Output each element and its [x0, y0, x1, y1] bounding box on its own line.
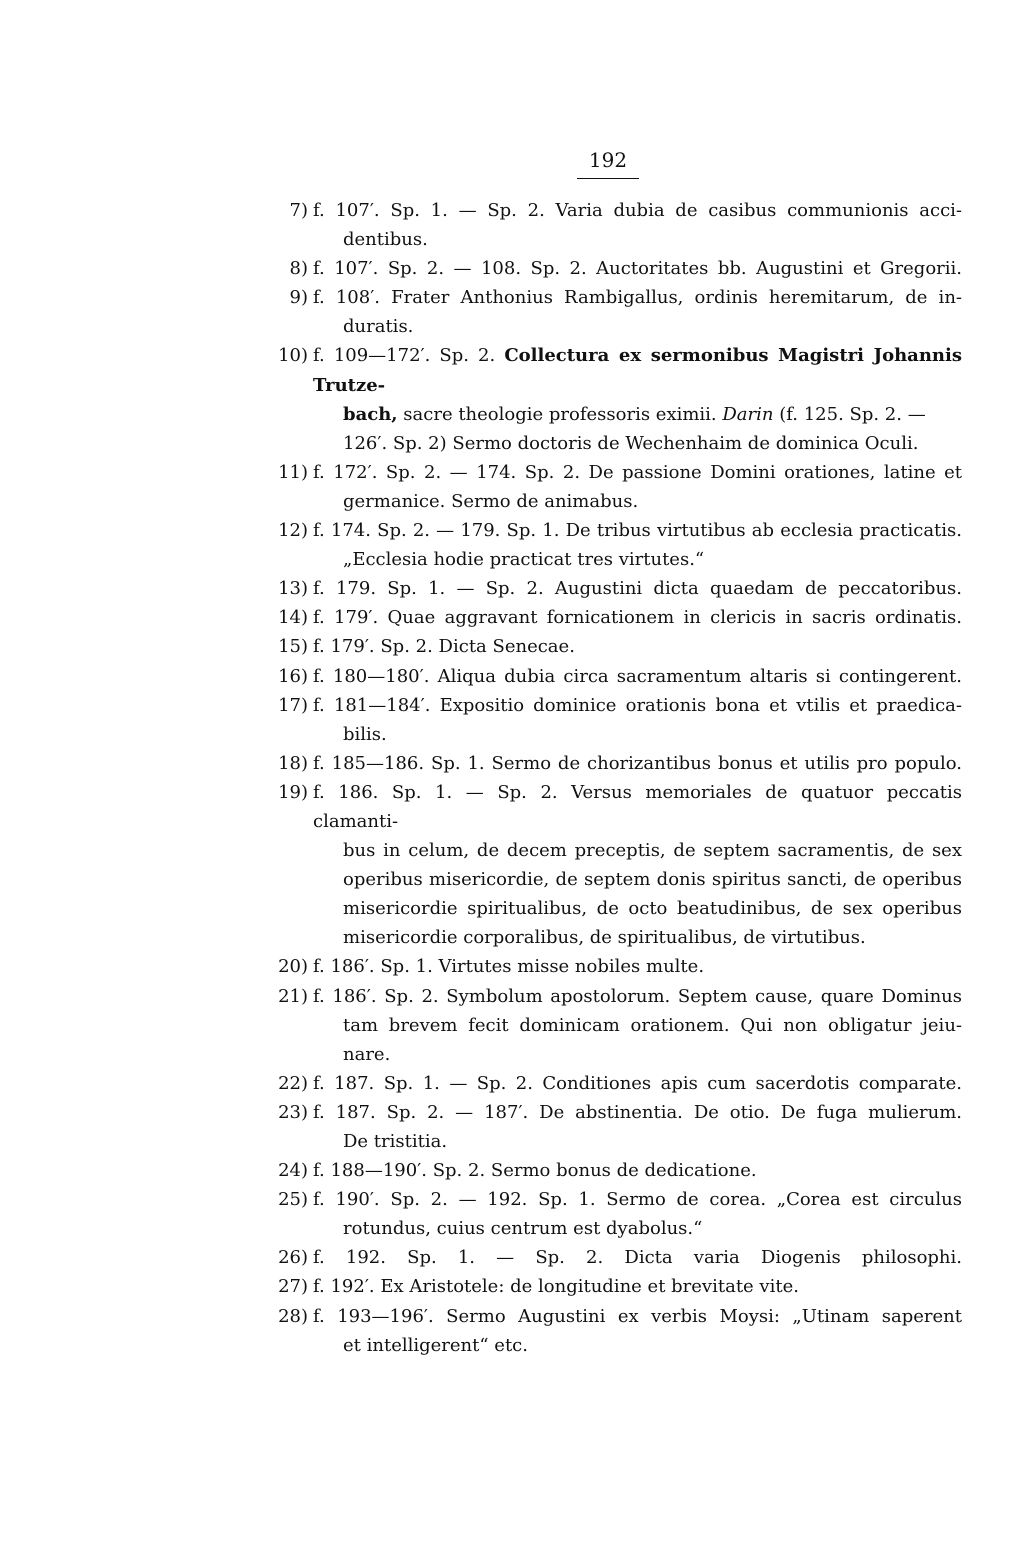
entry-number: 13) — [278, 578, 308, 600]
entry-number: 9) — [289, 287, 308, 309]
entry-text: f. 192′. Ex Aristotele: de longitudine et brevitate vite. — [313, 1276, 799, 1298]
entry-continuation: „Ecclesia hodie practicat tres virtutes.“ — [343, 549, 705, 571]
entry-continuation: bilis. — [343, 723, 387, 745]
list-item — [270, 1156, 962, 1185]
list-item — [270, 662, 962, 691]
entry-continuation — [313, 400, 962, 429]
entry-number: 26) — [278, 1247, 308, 1269]
list-item — [270, 458, 962, 516]
entry-text: f. 180—180′. Aliqua dubia circa sacramentum altaris si contingerent. — [313, 665, 962, 687]
entry-text: f. 186. Sp. 1. — Sp. 2. Versus memoriales de quatuor peccatis clamanti- — [313, 781, 962, 832]
entry-number: 14) — [278, 607, 308, 629]
entry-text-plain: sacre theologie professoris eximii. — [397, 403, 723, 425]
page-number: 192 — [588, 148, 628, 172]
list-item — [270, 632, 962, 661]
entry-text: f. 190′. Sp. 2. — 192. Sp. 1. Sermo de corea. „Corea est circulus — [313, 1189, 962, 1211]
entry-continuation: germanice. Sermo de animabus. — [343, 490, 639, 512]
entry-text-plain: (f. 125. Sp. 2. — — [773, 403, 926, 425]
entry-continuation: 126′. Sp. 2) Sermo doctoris de Wechenhaim de dominica Oculi. — [343, 432, 919, 454]
list-item — [270, 1069, 962, 1098]
entry-number: 11) — [278, 461, 308, 483]
entry-text: f. 187. Sp. 2. — 187′. De abstinentia. De otio. De fuga mulierum. — [313, 1101, 962, 1123]
entry-text: f. 186′. Sp. 2. Symbolum apostolorum. Septem cause, quare Dominus — [313, 985, 962, 1007]
entry-text: f. 172′. Sp. 2. — 174. Sp. 2. De passione Domini orationes, latine et — [313, 461, 962, 483]
page-number-rule — [577, 178, 639, 179]
list-item — [270, 982, 962, 1069]
entry-text: f. 186′. Sp. 1. Virtutes misse nobiles multe. — [313, 956, 705, 978]
list-item — [270, 283, 962, 341]
entry-number: 27) — [278, 1276, 308, 1298]
entry-number: 18) — [278, 752, 308, 774]
entry-text: f. 179′. Quae aggravant fornicationem in clericis in sacris ordinatis. — [313, 607, 962, 629]
entry-number: 20) — [278, 956, 308, 978]
entry-text: f. 174. Sp. 2. — 179. Sp. 1. De tribus virtutibus ab ecclesia practicatis. — [313, 520, 962, 542]
entry-continuation: tam brevem fecit dominicam orationem. Qui non obligatur jeiu- nare. — [343, 1014, 962, 1065]
entry-title-bold-end: bach, — [343, 403, 398, 425]
entry-continuation: bus in celum, de decem preceptis, de septem sacramentis, de sex operibus misericordie, de septem donis spiritus sancti, de operibus misericordie spiritualibus, de octo beatudinibus, de sex operibus misericordie corporalibus, de spiritualibus, de virtutibus. — [343, 840, 962, 949]
entry-text: f. 188—190′. Sp. 2. Sermo bonus de dedicatione. — [313, 1160, 757, 1182]
entry-number: 7) — [289, 200, 308, 221]
entry-number: 25) — [278, 1189, 308, 1211]
entry-text: f. 107′. Sp. 1. — Sp. 2. Varia dubia de casibus communionis acci- — [313, 200, 962, 221]
entry-number: 21) — [278, 985, 308, 1007]
entry-number: 24) — [278, 1160, 308, 1182]
list-item — [270, 1302, 962, 1360]
entry-text: f. 107′. Sp. 2. — 108. Sp. 2. Auctoritates bb. Augustini et Gregorii. — [313, 258, 962, 280]
entry-text: f. 187. Sp. 1. — Sp. 2. Conditiones apis cum sacerdotis comparate. — [313, 1072, 962, 1094]
entry-continuation: rotundus, cuius centrum est dyabolus.“ — [343, 1218, 703, 1240]
list-item — [270, 1243, 962, 1272]
entry-number: 10) — [278, 345, 308, 367]
entry-number: 22) — [278, 1072, 308, 1094]
entry-text — [313, 341, 962, 399]
list-item — [270, 341, 962, 457]
list-item — [270, 196, 962, 254]
list-item — [270, 1272, 962, 1301]
list-item — [270, 952, 962, 981]
list-item — [270, 603, 962, 632]
entry-text: f. 192. Sp. 1. — Sp. 2. Dicta varia Diogenis philosophi. — [313, 1247, 962, 1269]
entry-continuation: dentibus. — [343, 229, 428, 251]
entry-continuation: duratis. — [343, 316, 414, 338]
list-item — [270, 778, 962, 953]
entry-text-plain: f. 109—172′. Sp. 2. — [313, 345, 505, 367]
entry-number: 15) — [278, 636, 308, 658]
entry-number: 17) — [278, 694, 308, 716]
list-item — [270, 749, 962, 778]
list-item — [270, 516, 962, 574]
entry-text: f. 181—184′. Expositio dominice orationis bona et vtilis et praedica- — [313, 694, 962, 716]
list-item — [270, 1098, 962, 1156]
entry-number: 23) — [278, 1101, 308, 1123]
list-item — [270, 574, 962, 603]
entry-number: 16) — [278, 665, 308, 687]
entry-number: 28) — [278, 1305, 308, 1327]
entry-continuation: De tristitia. — [343, 1131, 448, 1152]
entry-text: f. 108′. Frater Anthonius Rambigallus, ordinis heremitarum, de in- — [313, 287, 962, 309]
list-item — [270, 691, 962, 749]
manuscript-entry-list — [270, 196, 962, 1360]
entry-text: f. 193—196′. Sermo Augustini ex verbis Moysi: „Utinam saperent — [313, 1305, 962, 1327]
entry-title-bold: Collectura ex sermonibus Magistri Johannis Trutze- — [313, 345, 962, 396]
entry-number: 12) — [278, 520, 308, 542]
entry-continuation: et intelligerent“ etc. — [343, 1334, 528, 1356]
entry-number: 19) — [278, 781, 308, 803]
entry-text: f. 179′. Sp. 2. Dicta Senecae. — [313, 636, 575, 658]
list-item — [270, 254, 962, 283]
entry-italic-darin: Darin — [722, 403, 774, 425]
entry-text: f. 185—186. Sp. 1. Sermo de chorizantibus bonus et utilis pro populo. — [313, 752, 962, 774]
list-item — [270, 1185, 962, 1243]
entry-text: f. 179. Sp. 1. — Sp. 2. Augustini dicta quaedam de peccatoribus. — [313, 578, 962, 600]
entry-number: 8) — [289, 258, 308, 280]
